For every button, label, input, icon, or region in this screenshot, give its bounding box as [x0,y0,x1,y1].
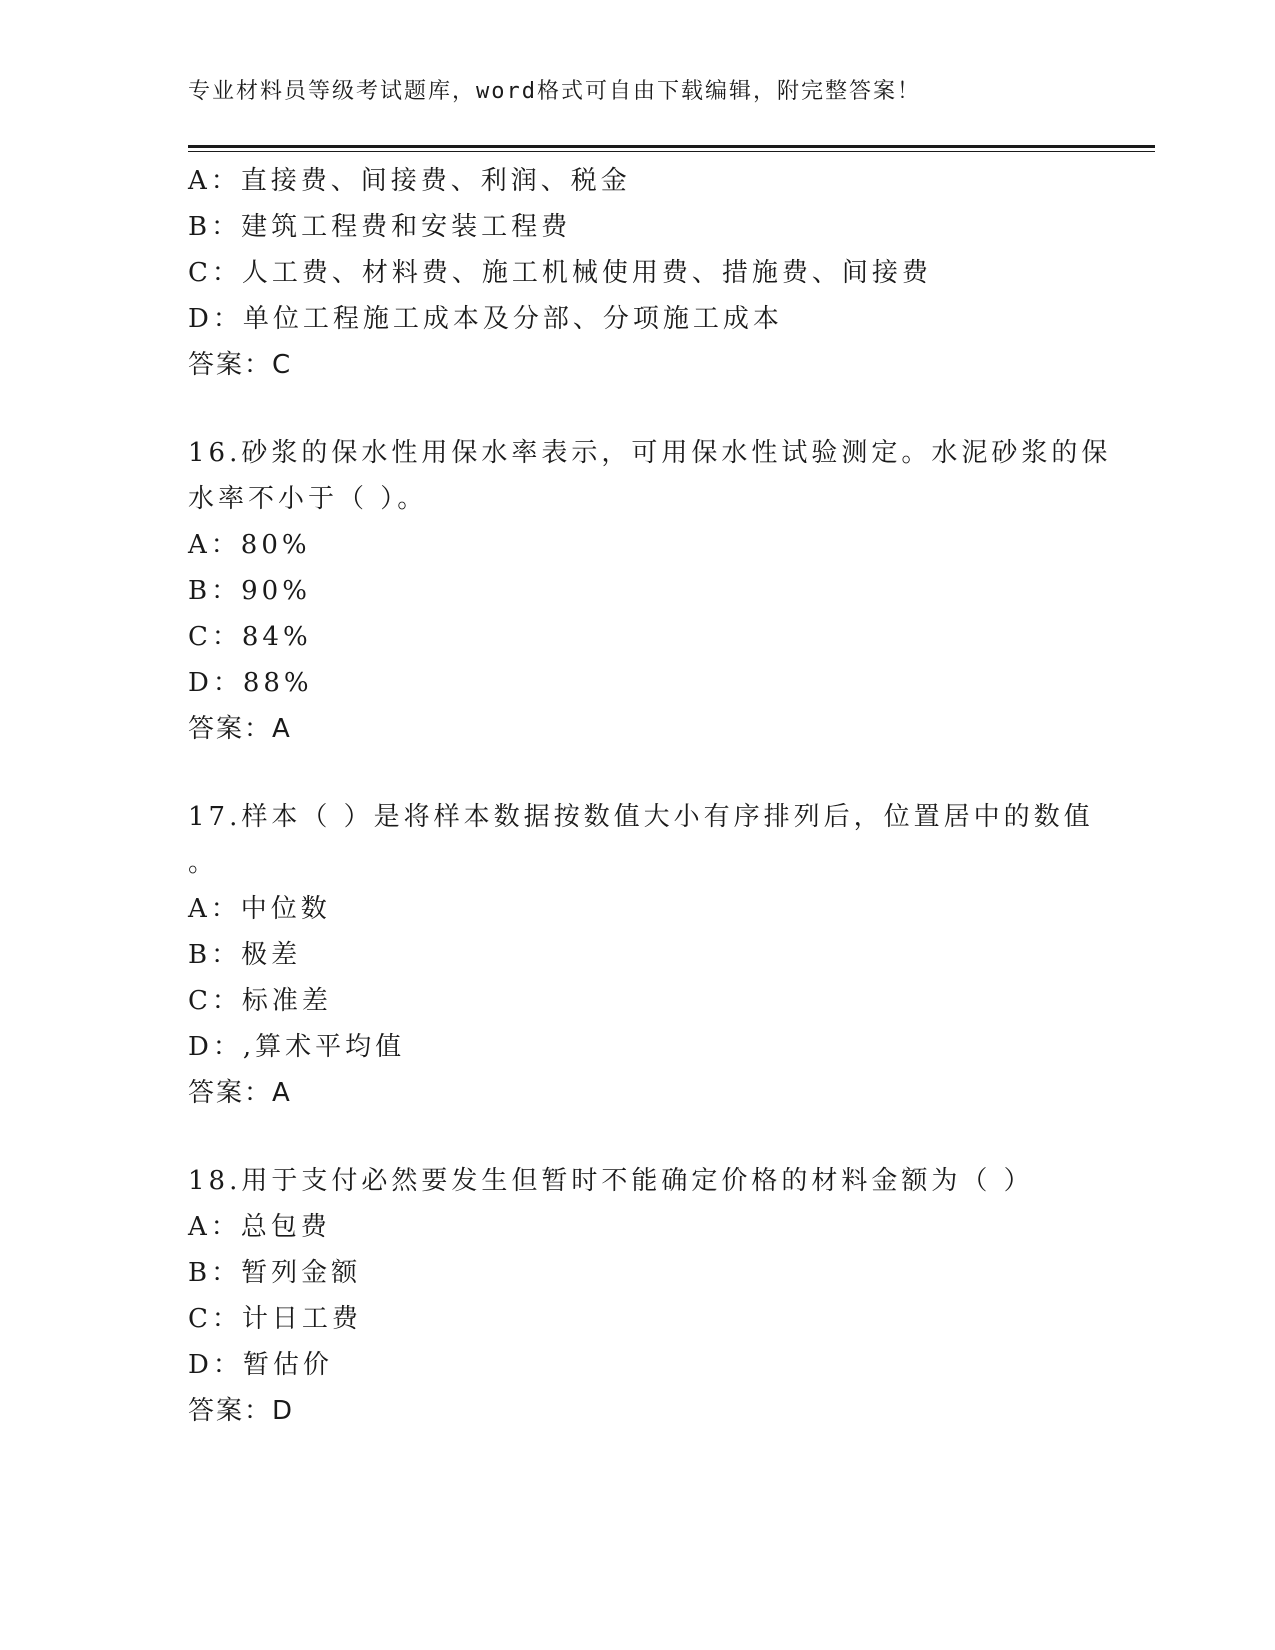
question-text: 18.用于支付必然要发生但暂时不能确定价格的材料金额为（ ） [188,1166,1034,1196]
question-18 [188,1158,1148,1434]
option-b: B：建筑工程费和安装工程费 [188,212,572,242]
option-d: D：88% [188,668,313,698]
option-d: D：,算术平均值 [188,1032,406,1062]
answer: 答案：A [188,1078,292,1108]
question-16 [188,430,1148,752]
option-c: C：人工费、材料费、施工机械使用费、措施费、间接费 [188,258,932,288]
option-b: B：极差 [188,940,302,970]
option-a: A：直接费、间接费、利润、税金 [188,166,631,196]
option-a: A：总包费 [188,1212,331,1242]
option-d: D：单位工程施工成本及分部、分项施工成本 [188,304,783,334]
question-text: 水率不小于（ ）。 [188,484,428,514]
option-b: B：90% [188,576,311,606]
question-list [188,158,1148,1434]
header-note: 专业材料员等级考试题库，word格式可自由下载编辑，附完整答案！ [188,79,921,104]
option-c: C：标准差 [188,986,332,1016]
answer: 答案：A [188,714,292,744]
question-15-continuation [188,158,1148,388]
option-c: C：84% [188,622,312,652]
answer: 答案：D [188,1396,295,1426]
question-17 [188,794,1148,1116]
question-text: 16.砂浆的保水性用保水率表示，可用保水性试验测定。水泥砂浆的保 [188,438,1112,468]
answer: 答案：C [188,350,293,380]
option-c: C：计日工费 [188,1304,362,1334]
question-text: 。 [188,848,219,878]
option-a: A：中位数 [188,894,331,924]
option-b: B：暂列金额 [188,1258,362,1288]
option-d: D：暂估价 [188,1350,333,1380]
question-text: 17.样本（ ）是将样本数据按数值大小有序排列后，位置居中的数值 [188,802,1094,832]
header-rule-thin [188,151,1155,152]
option-a: A：80% [188,530,311,560]
header-rule [188,145,1155,148]
